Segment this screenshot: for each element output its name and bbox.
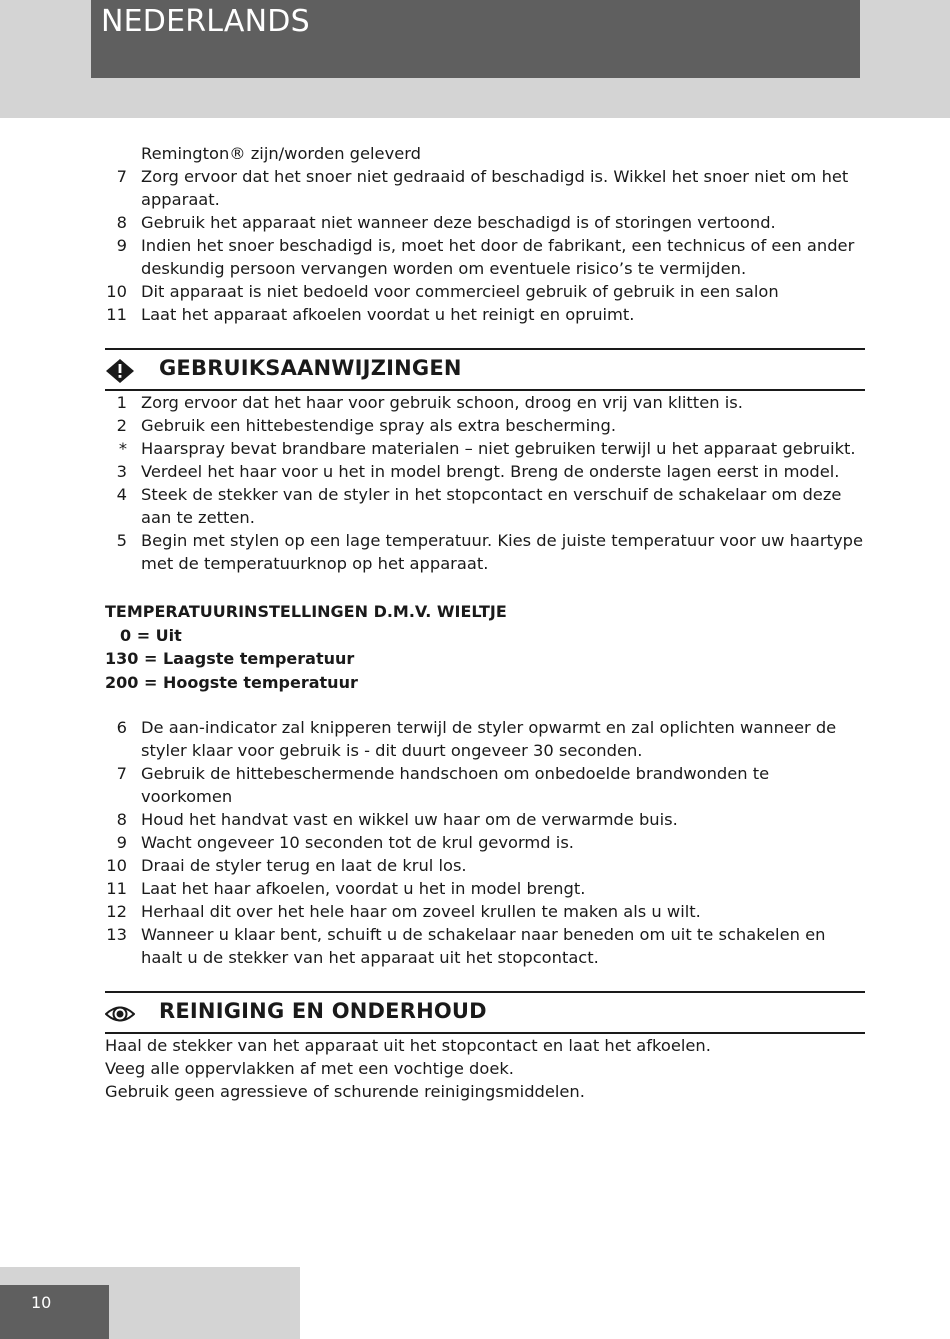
item-text: Begin met stylen op een lage temperatuur. Kies de juiste temperatuur voor uw haartype met de temperatuurknop op het apparaat. — [141, 531, 863, 573]
item-number: 10 — [106, 282, 127, 301]
item-text: Houd het handvat vast en wikkel uw haar om de verwarmde buis. — [141, 810, 678, 829]
cleaning-section-title: REINIGING EN ONDERHOUD — [159, 999, 487, 1023]
page-content — [105, 142, 865, 1103]
warning-diamond-icon — [105, 359, 135, 383]
usage-section-header — [105, 348, 865, 391]
list-item — [105, 483, 865, 529]
item-text: Zorg ervoor dat het haar voor gebruik schoon, droog en vrij van klitten is. — [141, 393, 743, 412]
language-bar — [91, 0, 860, 78]
cleaning-paragraph: Veeg alle oppervlakken af met een vochtige doek. — [105, 1059, 514, 1078]
item-text: Wanneer u klaar bent, schuift u de schakelaar naar beneden om uit te schakelen en haalt u de stekker van het apparaat uit het stopcontact. — [141, 925, 826, 967]
item-number: 9 — [116, 833, 127, 852]
item-text: Laat het apparaat afkoelen voordat u het reinigt en opruimt. — [141, 305, 635, 324]
list-item — [105, 303, 865, 326]
usage-list-continued — [105, 716, 865, 969]
item-number: 10 — [106, 856, 127, 875]
list-item — [105, 460, 865, 483]
item-text: Gebruik het apparaat niet wanneer deze beschadigd is of storingen vertoond. — [141, 213, 776, 232]
item-text: Dit apparaat is niet bedoeld voor commercieel gebruik of gebruik in een salon — [141, 282, 779, 301]
item-number: 5 — [116, 531, 127, 550]
item-text: Gebruik de hittebeschermende handschoen om onbedoelde brandwonden te voorkomen — [141, 764, 770, 806]
list-item — [105, 808, 865, 831]
list-item — [105, 716, 865, 762]
list-item — [105, 877, 865, 900]
list-item — [105, 165, 865, 211]
item-number: 11 — [106, 879, 127, 898]
page-number-box — [0, 1285, 109, 1339]
usage-section-title: GEBRUIKSAANWIJZINGEN — [159, 356, 462, 380]
usage-list — [105, 391, 865, 575]
item-text: Gebruik een hittebestendige spray als extra bescherming. — [141, 416, 616, 435]
item-text: Zorg ervoor dat het snoer niet gedraaid of beschadigd is. Wikkel het snoer niet om het apparaat. — [141, 167, 849, 209]
item-number: 7 — [116, 167, 127, 186]
cleaning-paragraph: Gebruik geen agressieve of schurende reinigingsmiddelen. — [105, 1082, 585, 1101]
item-number: 6 — [116, 718, 127, 737]
item-text: Verdeel het haar voor u het in model brengt. Breng de onderste lagen eerst in model. — [141, 462, 840, 481]
cleaning-section-header — [105, 991, 865, 1034]
temperature-heading: TEMPERATUURINSTELLINGEN D.M.V. WIELTJE — [105, 602, 507, 621]
page-number: 10 — [31, 1293, 52, 1312]
list-item — [105, 211, 865, 234]
temperature-row: 0 = Uit — [120, 625, 182, 645]
item-number: 4 — [116, 485, 127, 504]
item-number: 12 — [106, 902, 127, 921]
intro-list — [105, 142, 865, 326]
item-number: 11 — [106, 305, 127, 324]
item-number: 8 — [116, 213, 127, 232]
list-item — [105, 234, 865, 280]
list-item — [105, 280, 865, 303]
temperature-row: 200 = Hoogste temperatuur — [105, 672, 358, 692]
item-text: Wacht ongeveer 10 seconden tot de krul gevormd is. — [141, 833, 574, 852]
eye-icon — [105, 1002, 135, 1026]
item-text: De aan-indicator zal knipperen terwijl de styler opwarmt en zal oplichten wanneer de styler klaar voor gebruik is - dit duurt ongeveer 30 seconden. — [141, 718, 837, 760]
item-number: 9 — [116, 236, 127, 255]
item-number: 8 — [116, 810, 127, 829]
item-text: Draai de styler terug en laat de krul los. — [141, 856, 467, 875]
cleaning-text — [105, 1034, 865, 1103]
list-item — [105, 854, 865, 877]
list-item — [105, 923, 865, 969]
temperature-settings — [105, 600, 865, 694]
item-number: 1 — [116, 393, 127, 412]
item-text: Haarspray bevat brandbare materialen – niet gebruiken terwijl u het apparaat gebruikt. — [141, 439, 856, 458]
list-item — [105, 437, 865, 460]
item-text: Remington® zijn/worden geleverd — [141, 144, 421, 163]
list-item — [105, 831, 865, 854]
item-number: 7 — [116, 764, 127, 783]
language-title: NEDERLANDS — [101, 4, 310, 39]
item-number: * — [118, 439, 127, 458]
item-number: 3 — [116, 462, 127, 481]
list-item — [105, 142, 865, 165]
list-item — [105, 900, 865, 923]
item-text: Laat het haar afkoelen, voordat u het in model brengt. — [141, 879, 586, 898]
item-text: Herhaal dit over het hele haar om zoveel krullen te maken als u wilt. — [141, 902, 701, 921]
item-text: Indien het snoer beschadigd is, moet het door de fabrikant, een technicus of een ander deskundig persoon vervangen worden om eventuele risico’s te vermijden. — [141, 236, 855, 278]
item-text: Steek de stekker van de styler in het stopcontact en verschuif de schakelaar om deze aan te zetten. — [141, 485, 842, 527]
cleaning-paragraph: Haal de stekker van het apparaat uit het stopcontact en laat het afkoelen. — [105, 1036, 711, 1055]
list-item — [105, 414, 865, 437]
temperature-row: 130 = Laagste temperatuur — [105, 649, 355, 668]
list-item — [105, 762, 865, 808]
list-item — [105, 391, 865, 414]
item-number: 2 — [116, 416, 127, 435]
list-item — [105, 529, 865, 575]
item-number: 13 — [106, 925, 127, 944]
